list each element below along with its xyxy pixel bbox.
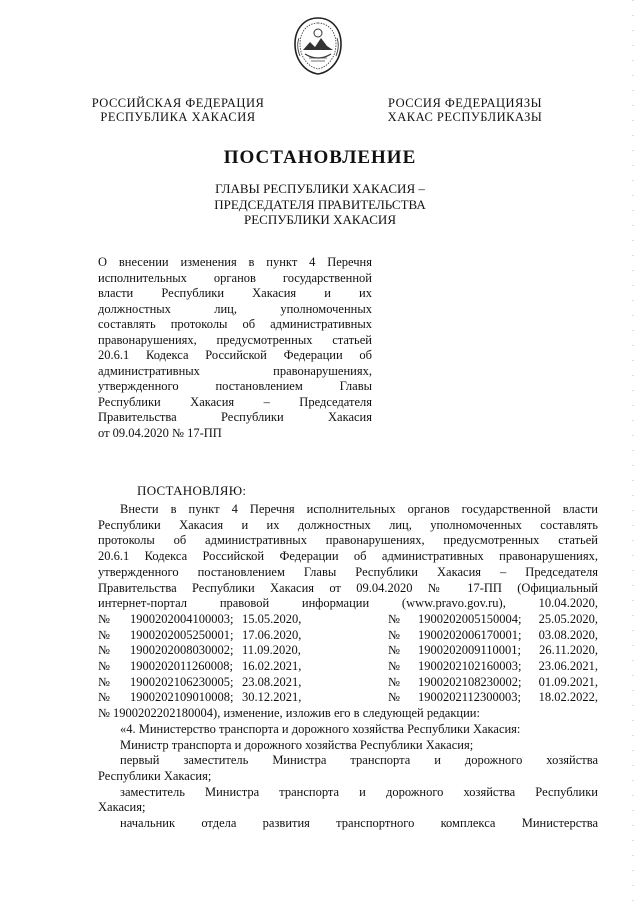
clause-first-deputy: первый заместитель Министра транспорта и дорожного хозяйства xyxy=(120,753,598,768)
registry-date: 18.02.2022, xyxy=(538,690,598,705)
registry-number: 1900202109010008; xyxy=(130,690,234,705)
subtitle-line2: ПРЕДСЕДАТЕЛЯ ПРАВИТЕЛЬСТВА xyxy=(214,196,426,212)
registry-date: 15.05.2020, xyxy=(242,611,302,626)
subject-line: О внесении изменения в пункт 4 Перечня xyxy=(98,255,372,269)
registry-number: 1900202005250001; xyxy=(130,627,234,642)
registry-number: 1900202004100003; xyxy=(130,611,234,626)
subtitle-line3: РЕСПУБЛИКИ ХАКАСИЯ xyxy=(243,212,396,227)
header-left-line1: РОССИЙСКАЯ ФЕДЕРАЦИЯ xyxy=(91,96,265,110)
registry-date: 17.06.2020, xyxy=(242,627,302,642)
registry-date: 23.08.2021, xyxy=(242,674,302,689)
subject-line: составлять протоколы об административных xyxy=(98,317,372,331)
body-line: интернет-портал правовой информации (www.pravo.gov.ru), 10.04.2020, xyxy=(98,596,598,611)
subject-line: административных правонарушениях, xyxy=(98,363,372,378)
subject-line: правонарушениях, предусмотренных статьей xyxy=(98,332,372,347)
header-left xyxy=(78,96,278,124)
number-sign: № xyxy=(98,627,110,642)
registry-date: 23.06.2021, xyxy=(538,659,598,674)
registry-number: 1900202006170001; xyxy=(418,627,522,642)
clause-minister: Министр транспорта и дорожного хозяйства Республики Хакасия; xyxy=(120,737,474,752)
registry-number: 1900202108230002; xyxy=(418,674,522,689)
registry-number: 1900202005150004; xyxy=(418,611,522,626)
body-line: Республики Хакасия и их должностных лиц, уполномоченных составлять xyxy=(98,517,598,532)
number-sign: № xyxy=(98,643,110,658)
number-sign: № xyxy=(388,643,400,658)
registry-row xyxy=(98,690,598,706)
registry-date: 30.12.2021, xyxy=(242,690,302,705)
document-body xyxy=(98,502,598,832)
body-line: Внести в пункт 4 Перечня исполнительных органов государственной власти xyxy=(120,502,598,516)
subject-line: от 09.04.2020 № 17-ПП xyxy=(98,425,222,440)
registry-row xyxy=(98,675,598,691)
registry-date: 26.11.2020, xyxy=(539,643,598,658)
body-line: 20.6.1 Кодекса Российской Федерации об административных правонарушениях, xyxy=(98,549,598,564)
number-sign: № xyxy=(388,659,400,674)
number-sign: № xyxy=(388,674,400,689)
number-sign: № xyxy=(98,611,110,626)
decree-word: ПОСТАНОВЛЯЮ: xyxy=(137,483,247,498)
subtitle-line1: ГЛАВЫ РЕСПУБЛИКИ ХАКАСИЯ – xyxy=(215,181,425,196)
header-left-line2: РЕСПУБЛИКА ХАКАСИЯ xyxy=(100,110,256,124)
document-subtitle xyxy=(0,181,640,228)
header-right-line2: ХАКАС РЕСПУБЛИКАЗЫ xyxy=(387,110,543,124)
body-line: Правительства Республики Хакасия от 09.04.2020 № 17-ПП (Официальный xyxy=(98,580,598,595)
subject-line: исполнительных органов государственной xyxy=(98,270,372,285)
number-sign: № xyxy=(388,627,400,642)
registry-number: 1900202102160003; xyxy=(418,659,522,674)
registry-number: 1900202008030002; xyxy=(130,643,234,658)
clause-deputy: заместитель Министра транспорта и дорожного хозяйства Республики xyxy=(120,784,598,799)
registry-date: 01.09.2021, xyxy=(538,674,598,689)
body-line: № 1900202202180004), изменение, изложив его в следующей редакции: xyxy=(98,706,480,721)
clause-item4: «4. Министерство транспорта и дорожного хозяйства Республики Хакасия: xyxy=(120,721,521,736)
clause-first-deputy-cont: Республики Хакасия; xyxy=(98,768,212,783)
registry-row xyxy=(98,659,598,675)
subject-line: должностных лиц, уполномоченных xyxy=(98,301,372,316)
number-sign: № xyxy=(98,674,110,689)
document-title: ПОСТАНОВЛЕНИЕ xyxy=(223,147,417,168)
registry-number: 1900202009110001; xyxy=(418,643,522,658)
clause-head-dept: начальник отдела развития транспортного комплекса Министерства xyxy=(120,816,598,831)
subject-block xyxy=(98,255,372,441)
registry-date: 03.08.2020, xyxy=(538,627,598,642)
body-line: протоколы об административных правонарушениях, предусмотренных статьей xyxy=(98,533,598,548)
clause-deputy-cont: Хакасия; xyxy=(98,800,146,815)
subject-line: Республики Хакасия – Председателя xyxy=(98,394,372,409)
number-sign: № xyxy=(388,611,400,626)
registry-date: 11.09.2020, xyxy=(242,643,301,658)
subject-line: власти Республики Хакасия и их xyxy=(98,286,372,300)
registry-row xyxy=(98,643,598,659)
header-right xyxy=(370,96,560,124)
registry-date: 25.05.2020, xyxy=(538,611,598,626)
coat-of-arms-emblem xyxy=(291,16,345,76)
body-line: утвержденного постановлением Главы Республики Хакасия – Председателя xyxy=(98,564,598,579)
subject-line: 20.6.1 Кодекса Российской Федерации об xyxy=(98,348,372,362)
registry-row xyxy=(98,628,598,644)
registry-row xyxy=(98,612,598,628)
subject-line: Правительства Республики Хакасия xyxy=(98,410,372,424)
registry-number: 1900202011260008; xyxy=(130,659,234,674)
registry-number: 1900202106230005; xyxy=(130,674,234,689)
registry-number: 1900202112300003; xyxy=(418,690,522,705)
number-sign: № xyxy=(98,690,110,705)
registry-date: 16.02.2021, xyxy=(242,659,302,674)
number-sign: № xyxy=(388,690,400,705)
number-sign: № xyxy=(98,659,110,674)
subject-line: утвержденного постановлением Главы xyxy=(98,379,372,393)
scan-edge-marks xyxy=(632,0,634,905)
header-right-line1: РОССИЯ ФЕДЕРАЦИЯЗЫ xyxy=(387,96,543,110)
